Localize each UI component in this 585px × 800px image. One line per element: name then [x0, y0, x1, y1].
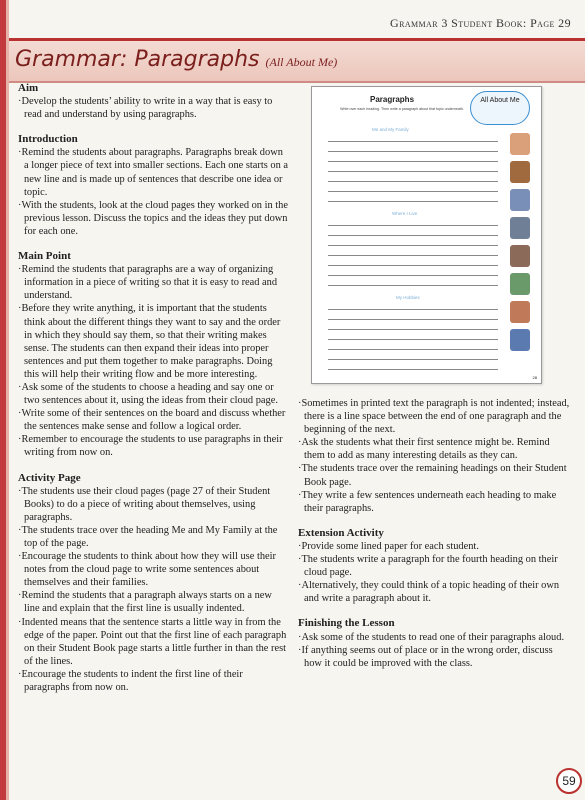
- worksheet-line: [328, 329, 498, 330]
- worksheet-instructions: Write over each heading. Then write a paragraph about that topic underneath.: [340, 107, 464, 111]
- finishing-heading: Finishing the Lesson: [298, 617, 395, 630]
- introduction-bullet: ·Remind the students about paragraphs. Paragraphs break down a longer piece of text into smaller sections. Each one starts on a new line and is made up of sentences that describe one idea or topic.: [18, 147, 289, 198]
- extension-heading: Extension Activity: [298, 526, 384, 539]
- worksheet-line: [328, 285, 498, 286]
- child-illustration-icon: [510, 189, 530, 211]
- worksheet-line: [328, 309, 498, 310]
- activity-bullet: ·Remind the students that a paragraph always starts on a new line and explain that the first line is usually indented.: [18, 590, 272, 615]
- section-introduction: [18, 133, 290, 238]
- aim-bullet: ·Develop the students’ ability to write in a way that is easy to read and understand by using paragraphs.: [18, 96, 273, 121]
- running-header: Grammar 3 Student Book: Page 29: [390, 16, 571, 30]
- page-title-text: Grammar: Paragraphs: [15, 47, 260, 72]
- worksheet-line: [328, 339, 498, 340]
- section-aim: [18, 82, 290, 121]
- activity-bullet: ·The students trace over the heading Me and My Family at the top of the page.: [18, 524, 278, 549]
- worksheet-cloud: All About Me: [470, 91, 530, 125]
- guitar-illustration-icon: [510, 161, 530, 183]
- activity-bullet: ·The students use their cloud pages (page 27 of their Student Books) to do a piece of writing about themselves, using paragraphs.: [18, 485, 271, 523]
- activity-bullet: ·They write a few sentences underneath each heading to make their paragraphs.: [298, 489, 557, 514]
- worksheet-line: [328, 255, 498, 256]
- section-activity-page: [18, 472, 290, 695]
- house-illustration-icon: [510, 245, 530, 267]
- page-number: 59: [556, 768, 582, 794]
- worksheet-line: [328, 191, 498, 192]
- worksheet-line: [328, 141, 498, 142]
- worksheet-line: [328, 181, 498, 182]
- activity-bullet: ·Indented means that the sentence starts a little way in from the edge of the paper. Point out that the first line of each paragraph on their Student Book page starts a little further in than the rest of the lines.: [18, 616, 287, 667]
- right-column: [298, 397, 570, 682]
- worksheet-line: [328, 265, 498, 266]
- worksheet-line: [328, 359, 498, 360]
- section-activity-continued: [298, 397, 570, 515]
- worksheet-line: [328, 275, 498, 276]
- worksheet-line: [328, 171, 498, 172]
- worksheet-line: [328, 161, 498, 162]
- section-main-point: [18, 250, 290, 460]
- worksheet-illustrations: [508, 131, 532, 371]
- worksheet-heading-3: My Hobbies: [396, 295, 420, 300]
- main-point-heading: Main Point: [18, 250, 71, 263]
- activity-bullet: ·Encourage the students to think about how they will use their notes from the cloud page to write some sentences about themselves and their families.: [18, 551, 276, 589]
- activity-bullet: ·Ask the students what their first sentence might be. Remind them to add as many interesting details as they can.: [298, 437, 550, 462]
- main-point-bullet: ·Ask some of the students to choose a heading and say one or two sentences about it, using the ideas from their cloud page.: [18, 381, 278, 407]
- worksheet-line: [328, 235, 498, 236]
- worksheet-heading-1: Me and My Family: [372, 127, 409, 132]
- building-illustration-icon: [510, 217, 530, 239]
- title-band: [9, 38, 585, 83]
- extension-bullet: ·Provide some lined paper for each student.: [298, 540, 479, 552]
- activity-page-heading: Activity Page: [18, 471, 81, 484]
- hobby-illustration-icon: [510, 301, 530, 323]
- main-point-bullet: ·Remember to encourage the students to use paragraphs in their writing from now on.: [18, 434, 283, 459]
- section-extension: [298, 527, 570, 606]
- main-point-bullet: ·Remind the students that paragraphs are a way of organizing information in a piece of writing so that it is easy to read and understand.: [18, 264, 278, 302]
- page-subtitle: (All About Me): [265, 55, 338, 69]
- aim-heading: Aim: [18, 82, 39, 94]
- worksheet-page-number: 28: [532, 375, 537, 380]
- left-color-strip-light: [6, 0, 9, 800]
- introduction-heading: Introduction: [18, 133, 78, 146]
- main-point-bullet: ·Before they write anything, it is important that the students think about the different things they want to say and the order in which they should say them, so that their writing makes sense. The students can then expand their ideas into proper sentences and put them together to make paragraphs. Doing this will help their writing flow and be more interesting.: [18, 303, 281, 380]
- activity-bullet: ·Sometimes in printed text the paragraph is not indented; instead, there is a line space between the end of one paragraph and the beginning of the next.: [298, 398, 570, 436]
- page-title: [15, 47, 337, 72]
- worksheet-heading-2: Where I Live: [392, 211, 418, 216]
- activity-bullet: ·Encourage the students to indent the first line of their paragraphs from now on.: [18, 668, 243, 694]
- worksheet-image: [311, 86, 542, 384]
- worksheet-line: [328, 369, 498, 370]
- finishing-bullet: ·Ask some of the students to read one of their paragraphs aloud.: [298, 631, 565, 643]
- introduction-bullet: ·With the students, look at the cloud pages they worked on in the previous lesson. Discuss the topics and the ideas they put down for each one.: [18, 199, 288, 237]
- worksheet-line: [328, 245, 498, 246]
- finishing-bullet: ·If anything seems out of place or in the wrong order, discuss how it could be improved with the class.: [298, 644, 553, 669]
- extension-bullet: ·The students write a paragraph for the fourth heading on their cloud page.: [298, 554, 558, 579]
- worksheet-line: [328, 319, 498, 320]
- worksheet-line: [328, 349, 498, 350]
- section-finishing: [298, 617, 570, 669]
- worksheet-line: [328, 201, 498, 202]
- worksheet-line: [328, 151, 498, 152]
- activity-bullet: ·The students trace over the remaining headings on their Student Book page.: [298, 463, 567, 488]
- family-illustration-icon: [510, 133, 530, 155]
- worksheet-title: Paragraphs: [370, 95, 415, 104]
- sport-illustration-icon: [510, 329, 530, 351]
- extension-bullet: ·Alternatively, they could think of a topic heading of their own and write a paragraph about it.: [298, 580, 560, 605]
- left-column: [18, 82, 290, 706]
- worksheet-line: [328, 225, 498, 226]
- tree-illustration-icon: [510, 273, 530, 295]
- main-point-bullet: ·Write some of their sentences on the board and discuss whether the sentences make sense and follow a logical order.: [18, 408, 286, 433]
